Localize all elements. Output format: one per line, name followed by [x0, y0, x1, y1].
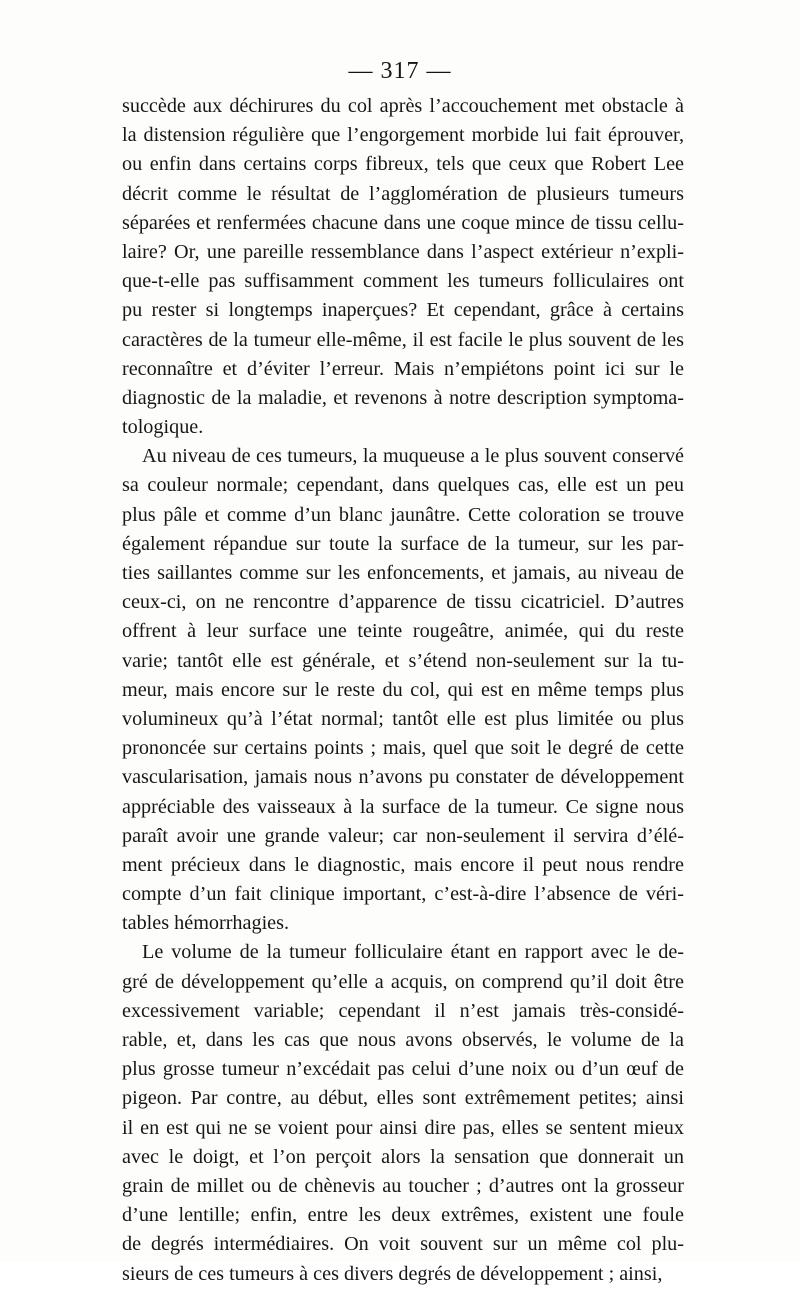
text-line: sieurs de ces tumeurs à ces divers degrés de développement ; ainsi, — [122, 1262, 663, 1285]
text-line: diagnostic de la maladie, et revenons à notre description symptoma- — [122, 386, 684, 409]
text-line: pigeon. Par contre, au début, elles sont extrêmement petites; ainsi — [122, 1087, 684, 1110]
text-line: la distension régulière que l’engorgement morbide lui fait éprouver, — [122, 124, 684, 147]
text-line: ment précieux dans le diagnostic, mais encore il peut nous rendre — [122, 853, 684, 876]
text-line: tologique. — [122, 416, 204, 439]
text-line: plus grosse tumeur n’excédait pas celui d’une noix ou d’un œuf de — [122, 1058, 684, 1081]
text-line: laire? Or, une pareille ressemblance dans l’aspect extérieur n’expli- — [122, 240, 684, 263]
paragraph — [122, 92, 684, 442]
text-line: également répandue sur toute la surface de la tumeur, sur les par- — [122, 532, 684, 555]
text-line: gré de développement qu’elle a acquis, on comprend qu’il doit être — [122, 970, 684, 993]
text-line: plus pâle et comme d’un blanc jaunâtre. Cette coloration se trouve — [122, 503, 684, 526]
page-number: — 317 — — [348, 58, 452, 84]
text-line: ties saillantes comme sur les enfoncements, et jamais, au niveau de — [122, 562, 684, 584]
text-line: sa couleur normale; cependant, dans quelques cas, elle est un peu — [122, 474, 684, 497]
text-line: que-t-elle pas suffisamment comment les tumeurs folliculaires ont — [122, 270, 684, 293]
text-line: Au niveau de ces tumeurs, la muqueuse a le plus souvent conservé — [142, 445, 684, 468]
text-line: Le volume de la tumeur folliculaire étant en rapport avec le de- — [142, 941, 684, 964]
text-line: excessivement variable; cependant il n’est jamais très-considé- — [122, 999, 684, 1022]
text-line: compte d’un fait clinique important, c’est-à-dire l’absence de véri- — [122, 883, 684, 906]
text-line: caractères de la tumeur elle-même, il est facile le plus souvent de les — [122, 328, 684, 351]
text-line: prononcée sur certains points ; mais, quel que soit le degré de cette — [122, 737, 684, 760]
text-line: pu rester si longtemps inaperçues? Et cependant, grâce à certains — [122, 299, 684, 322]
text-line: varie; tantôt elle est générale, et s’étend non-seulement sur la tu- — [122, 649, 684, 672]
text-line: grain de millet ou de chènevis au toucher ; d’autres ont la grosseur — [122, 1174, 684, 1197]
text-line: vascularisation, jamais nous n’avons pu constater de développement — [122, 766, 684, 789]
text-line: paraît avoir une grande valeur; car non-seulement il servira d’élé- — [122, 824, 684, 847]
text-line: d’une lentille; enfin, entre les deux extrêmes, existent une foule — [122, 1204, 684, 1227]
text-line: rable, et, dans les cas que nous avons observés, le volume de la — [122, 1029, 684, 1051]
text-line: séparées et renfermées chacune dans une coque mince de tissu cellu- — [122, 211, 684, 234]
text-line: meur, mais encore sur le reste du col, qui est en même temps plus — [122, 678, 684, 701]
text-line: appréciable des vaisseaux à la surface de la tumeur. Ce signe nous — [122, 795, 684, 818]
text-line: offrent à leur surface une teinte rougeâtre, animée, qui du reste — [122, 620, 684, 643]
text-line: reconnaître et d’éviter l’erreur. Mais n’empiétons point ici sur le — [122, 357, 684, 380]
text-line: ceux-ci, on ne rencontre d’apparence de tissu cicatriciel. D’autres — [122, 591, 684, 614]
paragraph — [122, 938, 684, 1288]
body-text — [122, 92, 684, 1289]
text-line: succède aux déchirures du col après l’accouchement met obstacle à — [122, 95, 684, 117]
text-line: de degrés intermédiaires. On voit souvent sur un même col plu- — [122, 1233, 684, 1256]
text-line: volumineux qu’à l’état normal; tantôt elle est plus limitée ou plus — [122, 707, 684, 730]
text-line: avec le doigt, et l’on perçoit alors la sensation que donnerait un — [122, 1145, 684, 1168]
text-line: ou enfin dans certains corps fibreux, tels que ceux que Robert Lee — [122, 153, 684, 176]
text-line: il en est qui ne se voient pour ainsi dire pas, elles se sentent mieux — [122, 1116, 684, 1139]
text-line: décrit comme le résultat de l’agglomération de plusieurs tumeurs — [122, 182, 684, 205]
text-line: tables hémorrhagies. — [122, 912, 290, 935]
paragraph — [122, 442, 684, 938]
